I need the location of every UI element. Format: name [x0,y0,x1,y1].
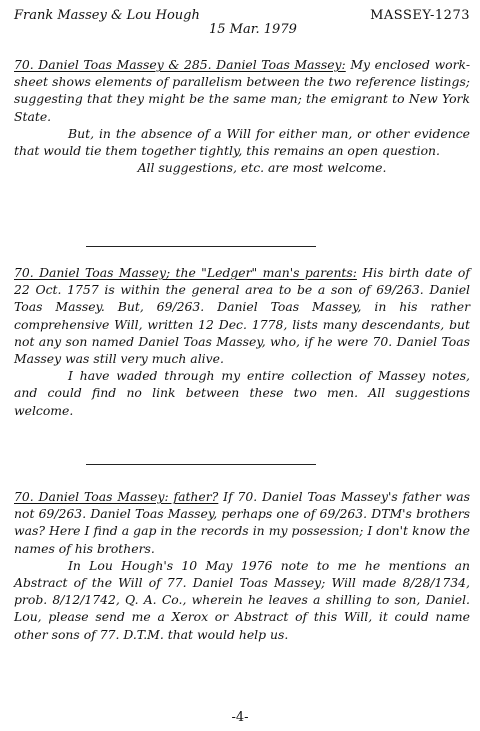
section-2-lead-text: His birth date of 22 Oct. 1757 is within the general area to be a son of 69/263. Daniel Toas Massey. But, 69/263. Daniel Toas Massey, in his rather comprehensive Will, written 12 Dec. 1778, lists many descendants, but not any son named Daniel Toas Massey, who, if he were 70. Daniel Toas Massey was still very much alive. [14,265,470,367]
section-parallel-listings [14,56,470,176]
correspondents: Frank Massey & Lou Hough [14,8,200,23]
section-1-heading: 70. Daniel Toas Massey & 285. Daniel Toas Massey: [14,57,346,72]
section-2-heading: 70. Daniel Toas Massey; the "Ledger" man's parents: [14,265,357,280]
letter-header [14,8,470,44]
section-divider [86,464,316,465]
section-3-paragraph-2: In Lou Hough's 10 May 1976 note to me he mentions an Abstract of the Will of 77. Daniel Toas Massey; Will made 8/28/1734, prob. 8/12/1742, Q. A. Co., wherein he leaves a shilling to son, Daniel. Lou, please send me a Xerox or Abstract of this Will, it could name other sons of 77. D.T.M. that would help us. [14,557,470,642]
section-father [14,488,470,643]
section-2-lead [14,264,470,367]
section-3-lead-text: If 70. Daniel Toas Massey's father was not 69/263. Daniel Toas Massey, perhaps one of 69/263. DTM's brothers was? Here I find a gap in the records in my possession; I don't know the names of his brothers. [14,489,470,556]
section-divider [86,246,316,247]
section-ledger-parents [14,264,470,419]
section-1-paragraph-2: But, in the absence of a Will for either man, or other evidence that would tie them together tightly, this remains an open question. [14,125,470,159]
section-1-paragraph-3: All suggestions, etc. are most welcome. [137,160,387,176]
letter-date: 15 Mar. 1979 [209,22,297,37]
section-1-lead [14,56,470,125]
file-code: MASSEY-1273 [370,8,470,23]
section-3-heading: 70. Daniel Toas Massey: father? [14,489,219,504]
section-1-lead-text: My enclosed work-sheet shows elements of parallelism between the two reference listings; suggesting that they might be the same man; the emigrant to New York State. [14,57,471,124]
page-number: -4- [231,710,249,725]
section-2-paragraph-2: I have waded through my entire collection of Massey notes, and could find no link between these two men. All suggestions welcome. [14,368,470,418]
section-3-lead [14,488,470,557]
